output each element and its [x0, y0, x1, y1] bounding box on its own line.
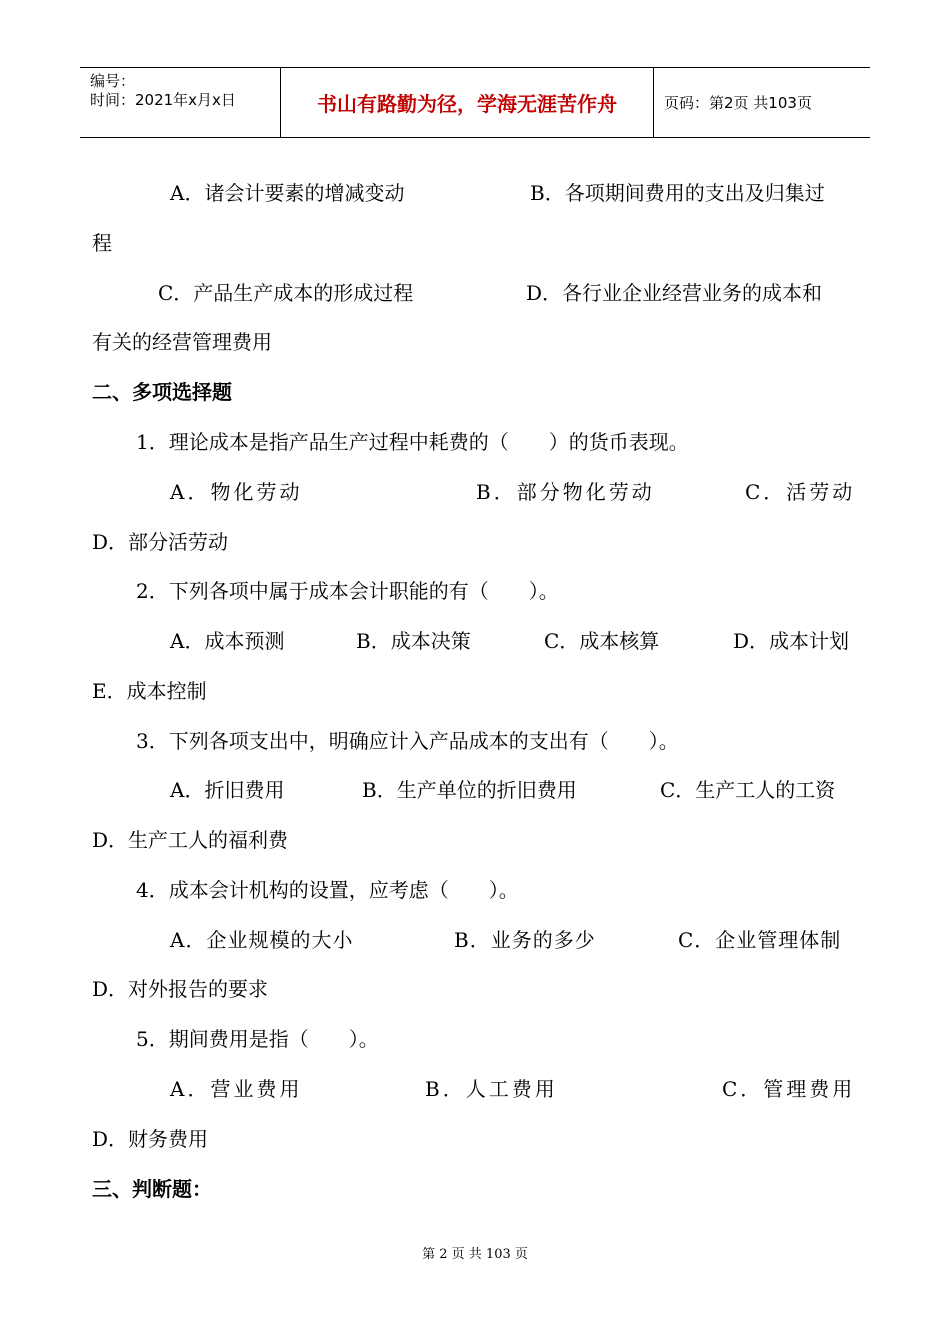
option-e: E．成本控制	[92, 679, 207, 703]
option-d: D．成本计划	[733, 629, 850, 653]
option-row	[0, 179, 950, 207]
option-b: B．人工费用	[425, 1077, 558, 1101]
option-d: D．各行业企业经营业务的成本和	[526, 281, 823, 305]
option-c: C．成本核算	[544, 629, 660, 653]
option-a: A．折旧费用	[170, 778, 285, 802]
header-motto: 书山有路勤为径，学海无涯苦作舟	[281, 68, 654, 137]
option-c: C．产品生产成本的形成过程	[158, 281, 414, 305]
option-b: B．生产单位的折旧费用	[362, 778, 577, 802]
header-page-info: 页码：第2页 共103页	[664, 94, 812, 112]
option-d: D．部分活劳动	[92, 530, 229, 554]
question-stem: 5．期间费用是指（ ）。	[136, 1027, 379, 1051]
option-a: A．成本预测	[170, 629, 285, 653]
question-stem: 2．下列各项中属于成本会计职能的有（ ）。	[136, 579, 559, 603]
option-a: A．企业规模的大小	[170, 928, 354, 952]
option-row	[0, 279, 950, 307]
option-d: D．生产工人的福利费	[92, 828, 289, 852]
option-c: C．管理费用	[722, 1077, 856, 1101]
option-row	[0, 776, 950, 804]
question-stem: 4．成本会计机构的设置，应考虑（ ）。	[136, 878, 519, 902]
header-meta	[80, 68, 281, 137]
option-b: B．各项期间费用的支出及归集过	[530, 181, 825, 205]
question-stem: 3．下列各项支出中，明确应计入产品成本的支出有（ ）。	[136, 729, 679, 753]
page-header	[80, 67, 870, 138]
code-label: 编号：	[90, 72, 136, 90]
option-row	[0, 926, 950, 954]
option-b: B．业务的多少	[454, 928, 596, 952]
option-c: C．企业管理体制	[678, 928, 842, 952]
page-footer: 第 2 页 共 103 页	[422, 1247, 528, 1262]
section-title: 三、判断题：	[92, 1177, 212, 1201]
option-c: C．生产工人的工资	[660, 778, 836, 802]
option-row	[0, 1075, 950, 1103]
option-c: C．活劳动	[745, 480, 856, 504]
time-label: 时间：2021年x月x日	[90, 91, 236, 109]
option-b: B．成本决策	[356, 629, 471, 653]
option-d: D．对外报告的要求	[92, 977, 269, 1001]
option-b: B．部分物化劳动	[476, 480, 655, 504]
option-d-continuation: 有关的经营管理费用	[92, 330, 272, 354]
option-d: D．财务费用	[92, 1127, 209, 1151]
section-title: 二、多项选择题	[92, 380, 232, 404]
option-row	[0, 627, 950, 655]
question-stem: 1．理论成本是指产品生产过程中耗费的（ ）的货币表现。	[136, 430, 689, 454]
option-a: A．物化劳动	[170, 480, 303, 504]
option-b-continuation: 程	[92, 231, 112, 255]
option-a: A．营业费用	[170, 1077, 303, 1101]
option-row	[0, 478, 950, 506]
option-a: A．诸会计要素的增减变动	[170, 181, 405, 205]
